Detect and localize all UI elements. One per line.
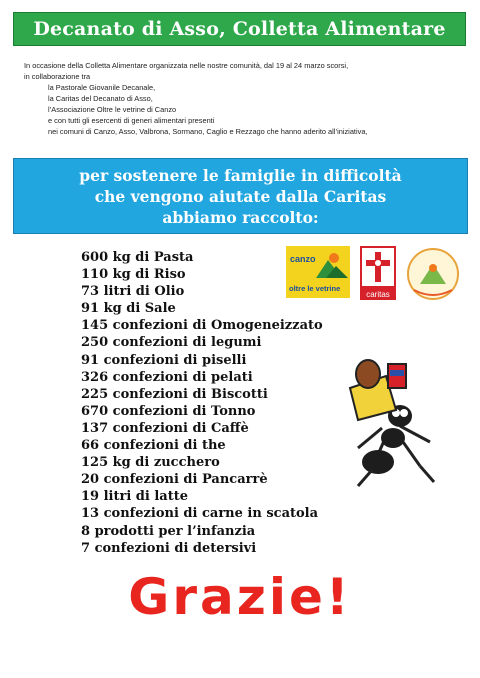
intro-line: l’Associazione Oltre le vetrine di Canzo — [48, 105, 177, 114]
decanato-youth-logo — [404, 246, 462, 302]
canzo-logo-top-text: canzo — [290, 254, 316, 264]
list-item: 145 confezioni di Omogeneizzato — [81, 318, 323, 334]
mountain-icon — [286, 246, 350, 298]
canzo-logo — [286, 246, 350, 298]
list-item: 125 kg di zucchero — [81, 455, 220, 471]
intro-text — [24, 60, 444, 137]
list-item: 326 confezioni di pelati — [81, 369, 253, 385]
caritas-cross-icon — [360, 246, 396, 300]
banner-line: per sostenere le famiglie in difficoltà — [79, 165, 402, 185]
list-item: 20 confezioni di Pancarrè — [81, 472, 268, 488]
list-item: 66 confezioni di the — [81, 438, 226, 454]
ant-mascot-icon — [338, 358, 438, 488]
list-item: 91 kg di Sale — [81, 301, 176, 317]
canzo-logo-bottom-text: oltre le vetrine — [289, 284, 341, 293]
list-item: 13 confezioni di carne in scatola — [81, 506, 319, 522]
ant-carrying-groceries-illustration — [338, 358, 438, 488]
intro-line: in collaborazione tra — [24, 72, 91, 81]
banner-line: abbiamo raccolto: — [162, 207, 319, 227]
list-item: 8 prodotti per l’infanzia — [81, 523, 256, 539]
list-item: 110 kg di Riso — [81, 267, 186, 283]
collection-banner — [13, 158, 468, 234]
caritas-logo-text: caritas — [366, 290, 390, 299]
banner-line: che vengono aiutate dalla Caritas — [94, 186, 387, 206]
list-item: 600 kg di Pasta — [81, 250, 194, 265]
intro-line: la Pastorale Giovanile Decanale, — [48, 83, 156, 92]
intro-line: e con tutti gli esercenti di generi alimentari presenti — [48, 116, 215, 125]
decanato-emblem-icon — [404, 246, 462, 302]
list-item: 19 litri di latte — [81, 489, 189, 505]
thanks-text: Grazie! — [128, 568, 352, 626]
partner-logos — [286, 246, 466, 306]
list-item: 7 confezioni di detersivi — [81, 540, 257, 556]
list-item: 137 confezioni di Caffè — [81, 420, 249, 436]
list-item: 670 confezioni di Tonno — [81, 403, 256, 419]
caritas-logo — [360, 246, 396, 300]
intro-line: la Caritas del Decanato di Asso, — [48, 94, 153, 103]
list-item: 250 confezioni di legumi — [81, 335, 262, 351]
intro-line: nei comuni di Canzo, Asso, Valbrona, Sormano, Caglio e Rezzago che hanno aderito all’iniziativa, — [48, 127, 368, 136]
intro-line: In occasione della Colletta Alimentare organizzata nelle nostre comunità, dal 19 al 24 marzo scorsi, — [24, 61, 349, 70]
list-item: 91 confezioni di piselli — [81, 352, 247, 368]
page-title: Decanato di Asso, Colletta Alimentare — [13, 12, 466, 46]
list-item: 225 confezioni di Biscotti — [81, 386, 268, 402]
list-item: 73 litri di Olio — [81, 284, 185, 300]
